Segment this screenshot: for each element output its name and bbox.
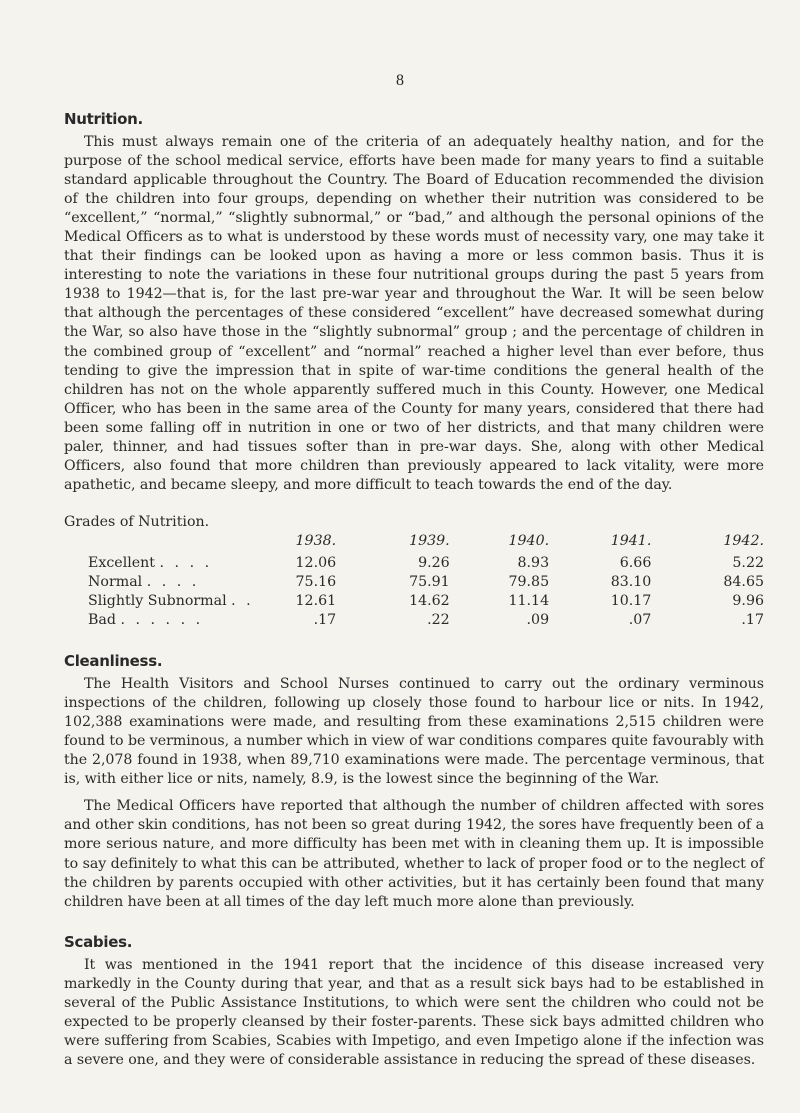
table-row — [64, 572, 764, 591]
row-label-text: Excellent — [88, 554, 156, 571]
year-header: 1939. — [409, 533, 450, 550]
cleanliness-heading: Cleanliness. — [64, 652, 163, 671]
table-cell: 6.66 — [619, 554, 652, 571]
table-cell: 14.62 — [409, 593, 450, 610]
document-body — [64, 110, 764, 1070]
row-label — [64, 591, 268, 610]
page-number: 8 — [396, 72, 404, 89]
table-cell: .17 — [741, 612, 764, 629]
table-row — [64, 611, 764, 630]
scabies-section — [64, 933, 764, 1070]
scabies-heading: Scabies. — [64, 932, 133, 951]
row-label — [64, 611, 268, 630]
cleanliness-paragraph-1: The Health Visitors and School Nurses continued to carry out the ordinary verminous inspections of the children, following up closely those found to harbour lice or nits. In 1942, 102,388 examinations were made, and resulting from these examinations 2,515 children were found to be verminous, a number which in view of war conditions compares quite favourably with the 2,078 found in 1938, when 89,710 examinations were made. The percentage verminous, that is, with either lice or nits, namely, 8.9, is the lowest since the beginning of the War. — [64, 676, 764, 788]
row-label-text: Normal — [88, 573, 143, 590]
table-cell: .07 — [628, 612, 652, 629]
row-label-text: Slightly Subnormal — [88, 593, 227, 610]
table-header-row — [64, 530, 764, 553]
nutrition-paragraph: This must always remain one of the criteria of an adequately healthy nation, and for the purpose of the school medical service, efforts have been made for many years to find a suitable standard applicable throughout the Country. The Board of Education recommended the division of the children into four groups, depending on whether their nutrition was considered to be “excellent,” “normal,” “slightly subnormal,” or “bad,” and although the personal opinions of the Medical Officers as to what is understood by these words must of necessity vary, one may take it that their findings can be looked upon as having a more or less common basis. Thus it is interesting to note the variations in these four nutritional groups during the past 5 years from 1938 to 1942—that is, for the last pre-war year and throughout the War. It will be seen below that although the percentages of these considered “excellent” have decreased somewhat during the War, so also have those in the “slightly subnormal” group ; and the percentage of children in the combined group of “excellent” and “normal” reached a higher level than ever before, thus tending to give the impression that in spite of war-time conditions the general health of the children has not on the whole apparently suffered much in this County. However, one Medical Officer, who has been in the same area of the County for many years, considered that there had been some falling off in nutrition in one or two of her districts, and that many children were paler, thinner, and had tissues softer than in pre-war days. She, along with other Medical Officers, also found that more children than previously appeared to lack vitality, were more apathetic, and became sleepy, and more difficult to teach towards the end of the day. — [64, 134, 764, 493]
nutrition-grades-table — [64, 530, 764, 630]
table-cell: 75.91 — [409, 573, 450, 590]
scabies-paragraph: It was mentioned in the 1941 report that the incidence of this disease increased very markedly in the County during that year, and that as a result sick bays had to be established in several of the Public Assistance Institutions, to which were sent the children who could not be expected to be properly cleansed by their foster-parents. These sick bays admitted children who were suffering from Scabies, Scabies with Impetigo, and even Impetigo alone if the infection was a severe one, and they were of considerable assistance in reducing the spread of these diseases. — [64, 956, 764, 1068]
table-cell: 11.14 — [508, 593, 550, 610]
nutrition-section — [64, 110, 764, 495]
year-header: 1940. — [508, 533, 550, 550]
table-cell: 10.17 — [610, 593, 652, 610]
row-label — [64, 572, 268, 591]
table-cell: .17 — [313, 612, 337, 629]
table-cell: .09 — [526, 612, 550, 629]
table-cell: 9.26 — [418, 554, 450, 571]
cleanliness-section — [64, 652, 764, 912]
leader-dots: . . — [231, 593, 254, 610]
table-row — [64, 591, 764, 610]
cleanliness-paragraph-2: The Medical Officers have reported that although the number of children affected with sores and other skin conditions, has not been so great during 1942, the sores have frequently been of a more serious nature, and more difficulty has been met with in cleaning them up. It is impossible to say definitely to what this can be attributed, whether to lack of proper food or to the neglect of the children by parents occupied with other activities, but it has certainly been found that many children have been at all times of the day left much more alone than previously. — [64, 798, 764, 910]
table-header-blank — [64, 530, 268, 553]
table-row — [64, 553, 764, 572]
year-header: 1941. — [610, 533, 652, 550]
table-cell: 9.96 — [732, 593, 764, 610]
table-cell: 75.16 — [295, 573, 337, 590]
leader-dots: . . . . . . — [120, 612, 204, 629]
table-cell: 5.22 — [732, 554, 764, 571]
row-label — [64, 553, 268, 572]
year-header: 1938. — [295, 533, 337, 550]
table-cell: .22 — [427, 612, 450, 629]
nutrition-heading: Nutrition. — [64, 110, 143, 128]
table-cell: 12.61 — [295, 593, 337, 610]
year-header: 1942. — [723, 533, 764, 550]
leader-dots: . . . . — [146, 573, 200, 590]
row-label-text: Bad — [88, 612, 116, 629]
table-cell: 84.65 — [723, 573, 764, 590]
table-cell: 8.93 — [517, 554, 550, 571]
table-cell: 79.85 — [508, 573, 550, 590]
leader-dots: . . . . — [159, 554, 213, 571]
table-cell: 12.06 — [295, 554, 337, 571]
table-cell: 83.10 — [610, 573, 652, 590]
grades-caption: Grades of Nutrition. — [64, 513, 210, 530]
